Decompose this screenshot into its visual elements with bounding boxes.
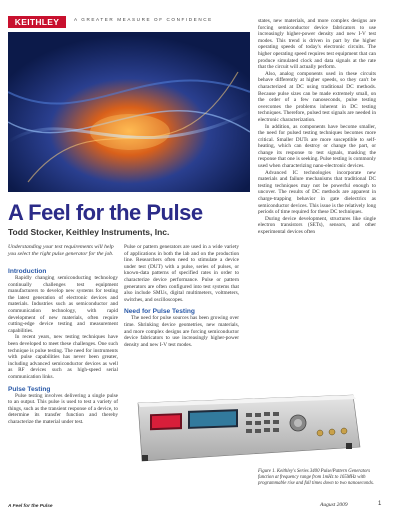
pulse-testing-heading: Pulse Testing [8, 385, 51, 393]
column-3 [258, 18, 376, 236]
tagline: A GREATER MEASURE OF CONFIDENCE [74, 17, 213, 22]
pulse-testing-paragraph-1: Pulse testing involves delivering a single pulse to an output. This pulse is used to test a variety of things, such as the transient response of a device, to determine its transfer function and thereby characterize the material under test. [8, 392, 118, 425]
pulse-generator-graphic [128, 385, 368, 467]
introduction-section [8, 268, 118, 425]
column-3-paragraph-4: Advanced IC technologies incorporate new materials and failure mechanisms that traditional DC testing techniques may not be powerful enough to uncover. The results of DC methods are apparent in charge-trapping behavior in gate dielectrics as semiconductor devices. This issue is the relatively long periods of time required for these DC techniques. [258, 169, 376, 216]
figure-caption: Figure 1. Keithley's Series 3400 Pulse/Pattern Generators function at frequency range from 1mHz to 165MHz with programmable rise and fall times down to two nanoseconds. [258, 469, 374, 486]
figure-instrument-photo [128, 385, 368, 467]
need-for-pulse-testing-heading: Need for Pulse Testing [124, 308, 195, 316]
introduction-paragraph-2: In recent years, new testing techniques have been developed to meet these challenges. One such technique is pulse testing. The need for instruments with pulse capabilities has never been greater, including advanced semiconductor devices as well as RF devices such as high-speed serial communication links. [8, 334, 118, 380]
article-byline: Todd Stocker, Keithley Instruments, Inc. [8, 227, 170, 237]
column-3-paragraph-1: states, new materials, and more complex designs are forcing semiconductor device fabricators to use increasingly higher-power density and new I-V test modes. This trend is driven in part by the higher operating speeds of today's electronic circuits. The higher operating speed requires test equipment that can produce simulated clock and data signals at the rate that the circuit will actually perform. [258, 18, 376, 71]
column-3-paragraph-5: During device development, structures like single electron transistors (SETs), sensors, and other experimental devices often [258, 215, 376, 235]
column-3-paragraph-3: In addition, as components have become smaller, the need for pulsed testing techniques becomes more critical. Smaller DUTs are more susceptible to self-heating, which can destroy or change the part, or change its response to test signals, masking the response that one is seeking. Pulse testing is commonly used when characterizing nano-electronic devices. [258, 123, 376, 170]
hero-graphic [8, 32, 250, 192]
article-title: A Feel for the Pulse [8, 200, 203, 225]
introduction-heading: Introduction [8, 268, 47, 275]
introduction-paragraph-1: Rapidly changing semiconducting technology continually challenges test equipment manufacturers to develop new systems for testing the latest generation of electronic devices and materials. Industries such as semiconductor and communication technology, with rapid development of new materials, often require cutting-edge device testing and measurement capabilities. [8, 275, 118, 334]
article-intro: Understanding your test requirements will help you select the right pulse generator for the job. [8, 244, 114, 258]
hero-image [8, 32, 250, 192]
footer-title: A Feel for the Pulse [8, 504, 53, 509]
footer-date: August 2009 [320, 502, 348, 508]
column-2 [124, 244, 239, 348]
need-paragraph-1: The need for pulse sources has been growing over time. Shrinking device geometries, new materials, and more complex designs are forcing semiconductor device fabricators to use increasingly higher-power density and new I-V test modes. [124, 315, 239, 348]
page-number: 1 [378, 501, 382, 507]
column-3-paragraph-2: Also, analog components used in these circuits behave differently at higher speeds, so they can't be characterized at DC using traditional DC methods. Because pulse sizes can be made extremely small, on the order of a few nanoseconds, pulse testing overcomes the problems inherent in DC testing techniques. Therefore, pulsed test signals are needed in electronic characterization. [258, 70, 376, 123]
keithley-logo: KEITHLEY [8, 16, 66, 28]
column-2-paragraph-1: Pulse or pattern generators are used in a wide variety of applications in both the lab and on the production line. Researchers often need to stimulate a device under test (DUT) with a pulse, series of pulses, or known-data patterns of specified rates in order to characterize device performance. Pulse or pattern generators are often configured into test systems that also include SMUs, digital multimeters, voltmeters, switches, and oscilloscopes. [124, 244, 239, 303]
